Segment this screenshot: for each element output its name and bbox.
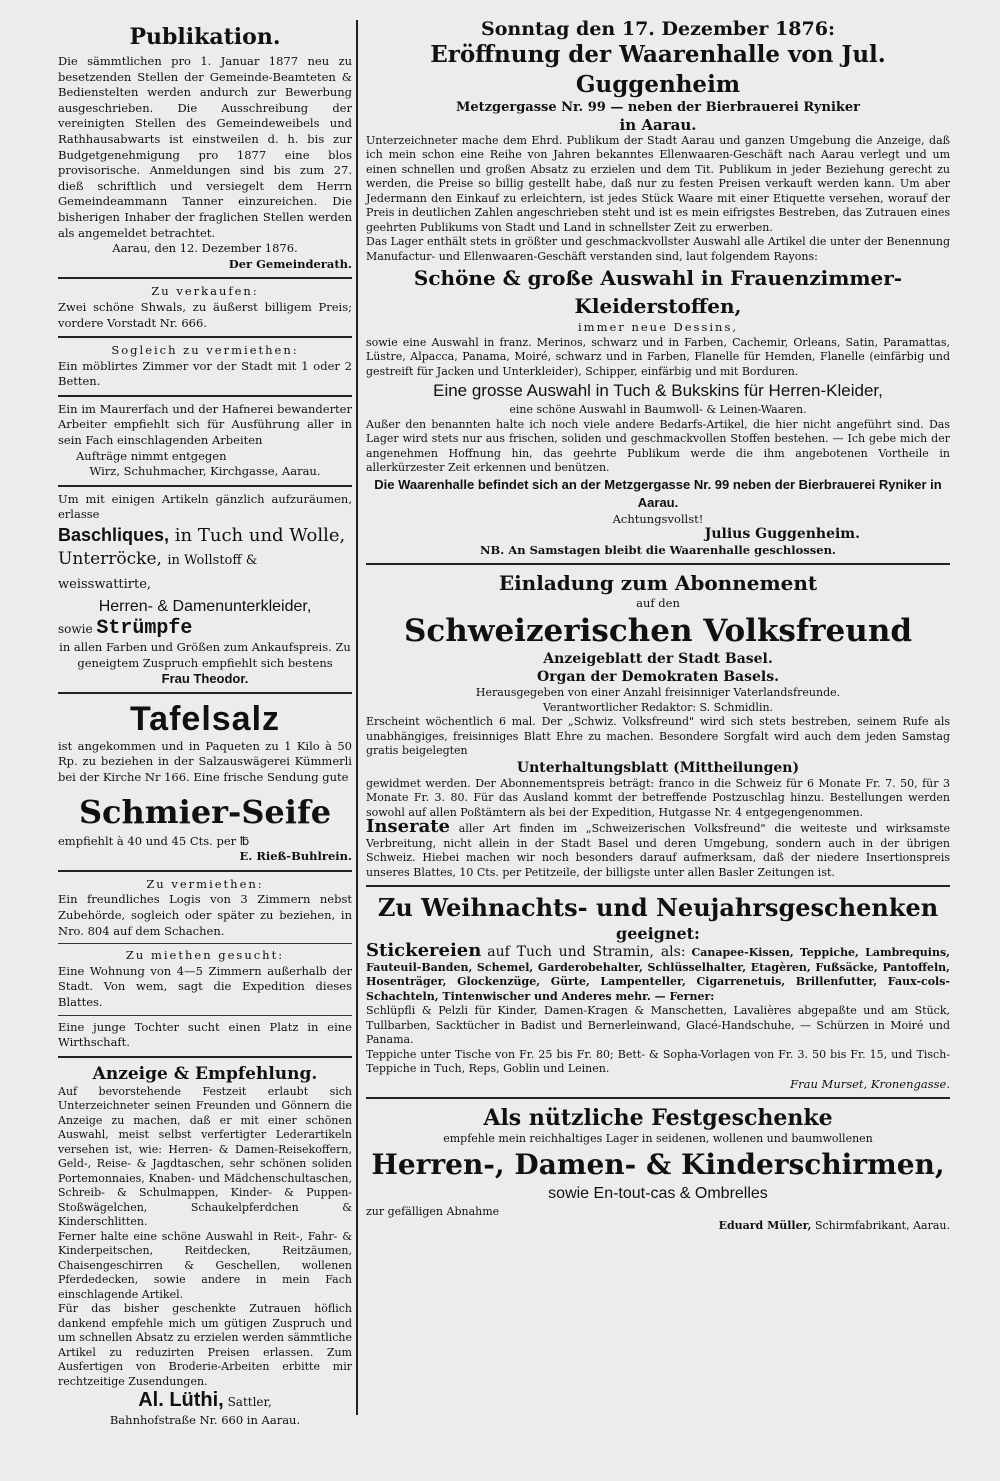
guggenheim-body2: Das Lager enthält stets in größter und geschmackvollster Auswahl alle Artikel die unter der Benennung Manufactur- und Ellenwaaren-Geschäft verstanden sind, laut folgendem Rayons: [366, 235, 950, 263]
volksfreund-publisher: Herausgegeben von einer Anzahl freisinniger Vaterlandsfreunde. [475, 686, 841, 700]
murset-body: Schlüpfli & Pelzli für Kinder, Damen-Kragen & Manschetten, Lavalières abgepaßte und am Stück, Tullbarben, Sacktücher in Badist und Bernerleinwand, Glacé-Handschuhe, — Schürzen in Moiré und Panama. [366, 1004, 950, 1047]
tochter-body: Eine junge Tochter sucht einen Platz in eine Wirthschaft. [58, 1019, 352, 1050]
right-column [366, 18, 950, 1234]
theodor-intro: Um mit einigen Artikeln gänzlich aufzuräumen, erlasse [58, 491, 352, 522]
guggenheim-nb: NB. An Samstagen bleibt die Waarenhalle geschlossen. [480, 542, 836, 557]
guggenheim-signature: Julius Guggenheim. [704, 526, 860, 543]
volksfreund-sub2: Organ der Demokraten Basels. [537, 669, 779, 686]
guggenheim-head2: Schöne & große Auswahl in Frauenzimmer-Kleiderstoffen, [413, 266, 903, 319]
arbeiter-line2: Aufträge nimmt entgegen [76, 448, 227, 463]
guggenheim-body: Unterzeichneter mache dem Ehrd. Publikum der Stadt Aarau und ganzen Umgebung die Anzeige, daß ich mein schon eine Reihe von Jahren bekanntes Ellenwaaren-Geschäft nach Aarau verlegt und um einen schnellen und großen Absatz zu erzielen und dem Tit. Publikum in jeder Beziehung gerecht zu werden, die Preise so billig gestellt habe, daß nur zu festen Preisen verkauft werden kann. Um aber Jedermann den Einkauf zu erleichtern, ist jedes Stück Waare mit einer Etiquette versehen, worauf der Preis in deutlichen Zahlen angeschrieben steht und ist es mein eifrigstes Bestreben, das Zutrauen eines geehrten Publikums von Stadt und Land in schnellster Zeit zu erwerben. [366, 133, 950, 234]
luethi-body3: Für das bisher geschenkte Zutrauen höflich dankend empfehle mich um gütigen Zuspruch und um schnellen Absatz zu erzielen werden sämmtliche Artikel zu reduzirten Preisen erlassen. Zum Ausfertigen von Broderie-Arbeiten erbitte mir rechtzeitige Zusendungen. [58, 1302, 352, 1388]
luethi-address: Bahnhofstraße Nr. 660 in Aarau. [109, 1413, 301, 1428]
tafelsalz-body: ist angekommen und in Paqueten zu 1 Kilo à 50 Rp. zu beziehen in der Salzauswägerei Kümmerli bei der Kirche Nr 166. Eine frische Sendung gute [58, 738, 352, 784]
gesucht-heading: Zu miethen gesucht: [125, 948, 285, 963]
publikation-title: Publikation. [129, 24, 281, 50]
volksfreund-inserate-block: Inserate aller Art finden im „Schweizerischen Volksfreund" die weiteste und wirksamste Verbreitung, nicht allein in der Stadt Basel und deren Umgebung, sondern auch in der übrigen Schweiz. Hiebei machen wir noch besonders darauf aufmerksam, daß der niedere Insertionspreis unseres Blattes, 10 Cts. per Petitzeile, der billigste unter allen Basler Zeitungen ist. [366, 816, 950, 879]
guggenheim-title: Eröffnung der Waarenhalle von Jul. Guggenheim [430, 41, 886, 98]
mueller-intro: empfehle mein reichhaltiges Lager in seidenen, wollenen und baumwollenen [443, 1132, 873, 1146]
theodor-signature: Frau Theodor. [161, 671, 249, 687]
theodor-line3: Herren- & Damenunterkleider, [98, 598, 312, 616]
murset-sub: geeignet: [616, 924, 700, 944]
murset-lead-block: Stickereien auf Tuch und Stramin, als: Canapee-Kissen, Teppiche, Lambrequins, Fauteuil-Banden, Schemel, Garderobehalter, Schlüsselhalter, Etagèren, Fußsäcke, Pantoffeln, Hosenträger, Glockenzüge, Gürte, Lampenteller, Cigarrenetuis, Brillenfutter, Faux-cols-Schachteln, Tintenwischer und Anderes mehr. — Ferner: [366, 940, 950, 1003]
luethi-heading: Anzeige & Empfehlung. [92, 1063, 318, 1084]
guggenheim-body4: eine schöne Auswahl in Baumwoll- & Leinen-Waaren. [509, 403, 807, 417]
volksfreund-invite: Einladung zum Abonnement [498, 571, 818, 596]
mueller-signature-line: Eduard Müller, Schirmfabrikant, Aarau. [718, 1219, 950, 1233]
theodor-line4: sowie Strümpfe [58, 617, 193, 641]
volksfreund-body2: gewidmet werden. Der Abonnementspreis beträgt: franco in die Schweiz für 6 Monate Fr. 7. 50, für 3 Monate Fr. 3. 80. Für das Ausland kommt der betreffende Postzuschlag hinzu. Bestellungen werden sowohl auf allen Poßtämtern als bei der Expedition, Hutgasse Nr. 4 entgegengenommen. [366, 776, 950, 819]
guggenheim-dessins: immer neue Dessins, [578, 320, 738, 335]
seife-title: Schmier-Seife [78, 792, 332, 831]
vermiethen1-body: Ein möblirtes Zimmer vor der Stadt mit 1 oder 2 Betten. [58, 358, 352, 389]
guggenheim-body3: sowie eine Auswahl in franz. Merinos, schwarz und in Farben, Cachemir, Orleans, Satin, Paramattas, Lüstre, Alpacca, Panama, Moiré, schwarz und in Farben, Flanelle für Hemden, Flanelle (einfärbig und gestreift für Jacken und Unterkleider), Schipper, einfärbig und mit Borduren. [366, 335, 950, 378]
volksfreund-body: Erscheint wöchentlich 6 mal. Der „Schwiz. Volksfreund" wird sich stets bestreben, seinem Rufe als unabhängiges, freisinniges Blatt Ehre zu machen. Besondere Sorgfalt wird auch dem jeden Samstag gratis beigelegten [366, 715, 950, 758]
guggenheim-body5: Außer den benannten halte ich noch viele andere Bedarfs-Artikel, die hier nicht angeführt sind. Das Lager wird stets nur aus frischen, soliden und geschmackvollen Stoffen bestehen. — Ich gebe mich der angenehmen Hoffnung hin, das geehrte Publikum werde die ihm angebotenen Vortheile in allerkürzester Zeit erkennen und benützen. [366, 417, 950, 475]
publikation-date: Aarau, den 12. Dezember 1876. [112, 241, 298, 256]
guggenheim-sub2: in Aarau. [619, 115, 697, 134]
volksfreund-auf: auf den [636, 596, 680, 611]
guggenheim-dateline: Sonntag den 17. Dezember 1876: [481, 18, 835, 40]
mueller-closing: zur gefälligen Abnahme [366, 1204, 500, 1218]
guggenheim-regards: Achtungsvollst! [612, 511, 704, 526]
tafelsalz-title: Tafelsalz [129, 699, 281, 738]
guggenheim-head3: Eine grosse Auswahl in Tuch & Bukskins für Herren-Kleider, [433, 381, 883, 401]
vermiethen1-heading: Sogleich zu vermiethen: [111, 343, 299, 358]
verkaufen-heading: Zu verkaufen: [151, 284, 259, 299]
theodor-line2: Unterröcke, in Wollstoff & weisswattirte, [58, 549, 258, 593]
luethi-body2: Ferner halte eine schöne Auswahl in Reit-, Fahr- & Kinderpeitschen, Reitdecken, Reitzäumen, Chaisengeschirren & Geschellen, wollenen Pferdedecken, sowie andere in mein Fach einschlagende Artikel. [58, 1229, 352, 1301]
seife-body: empfiehlt à 40 und 45 Cts. per ℔ [58, 833, 250, 848]
guggenheim-bold: Die Waarenhalle befindet sich an der Metzgergasse Nr. 99 neben der Bierbrauerei Ryniker in Aarau. [374, 476, 942, 510]
theodor-body: in allen Farben und Größen zum Ankaufspreis. Zu geneigtem Zuspruch empfiehlt sich bestens [59, 640, 351, 670]
gesucht-body: Eine Wohnung von 4—5 Zimmern außerhalb der Stadt. Von wem, sagt die Expedition dieses Blattes. [58, 963, 352, 1009]
luethi-signature: Al. Lüthi, Sattler, [138, 1389, 272, 1412]
mueller-title: Als nützliche Festgeschenke [483, 1105, 833, 1132]
publikation-signature: Der Gemeinderath. [228, 256, 352, 271]
murset-body2: Teppiche unter Tische von Fr. 25 bis Fr. 80; Bett- & Sopha-Vorlagen von Fr. 3. 50 bis Fr. 15, und Tisch-Teppiche in Tuch, Reps, Goblin und Leinen. [366, 1047, 950, 1076]
murset-title: Zu Weihnachts- und Neujahrsgeschenken [377, 893, 939, 923]
volksfreund-title: Schweizerischen Volksfreund [403, 613, 913, 650]
column-divider [356, 20, 358, 1415]
publikation-body: Die sämmtlichen pro 1. Januar 1877 neu zu besetzenden Stellen der Gemeinde-Beamteten & Bedienstelten werden andurch zur Bewerbung ausgeschrieben. Die Ausschreibung der vereinigten Stellen des Gemeindeweibels und Rathhausabwarts ist einstweilen d. h. bis zur Budgetgenehmigung pro 1877 eine blos provisorische. Anmeldungen sind bis zum 27. dieß schriftlich und versiegelt dem Herrn Gemeindeammann Tanner einzureichen. Die bisherigen Inhaber der fraglichen Stellen werden als angemeldet betrachtet. [58, 54, 352, 240]
volksfreund-sub1: Anzeigeblatt der Stadt Basel. [543, 651, 773, 668]
volksfreund-bold: Unterhaltungsblatt (Mittheilungen) [516, 759, 800, 776]
mueller-sub: sowie En-tout-cas & Ombrelles [548, 1184, 768, 1202]
arbeiter-body: Ein im Maurerfach und der Hafnerei bewanderter Arbeiter empfiehlt sich für Ausführung aller in sein Fach einschlagenden Arbeiten [58, 401, 352, 448]
volksfreund-editor: Verantwortlicher Redaktor: S. Schmidlin. [542, 700, 774, 714]
murset-signature-line: Frau Murset, Kronengasse. [790, 1076, 950, 1091]
left-column [58, 18, 352, 1429]
theodor-line1: Baschliques, in Tuch und Wolle, [58, 525, 346, 547]
luethi-body: Auf bevorstehende Festzeit erlaubt sich Unterzeichneter seinen Freunden und Gönnern die Anzeige zu machen, daß er mit einer schönen Auswahl, meist selbst verfertigter Lederartikeln versehen ist, wie: Herren- & Damen-Reisekoffern, Geld-, Reise- & Jagdtaschen, sehr schönen soliden Portemonnaies, Knaben- und Mädchenschultaschen, Schreib- & Schulmappen, Kinder- & Puppen-Stoßwägelchen, Schaukelpferdchen & Kinderschlitten. [58, 1084, 352, 1229]
seife-signature: E. Rieß-Buhlrein. [239, 849, 352, 864]
vermiethen2-heading: Zu vermiethen: [146, 876, 264, 891]
vermiethen2-body: Ein freundliches Logis von 3 Zimmern nebst Zubehörde, sogleich oder später zu beziehen, in Nro. 804 auf dem Schachen. [58, 892, 352, 938]
verkaufen-body: Zwei schöne Shwals, zu äußerst billigem Preis; vordere Vorstadt Nr. 666. [58, 299, 352, 330]
arbeiter-signature: Wirz, Schuhmacher, Kirchgasse, Aarau. [89, 464, 321, 479]
mueller-big: Herren-, Damen- & Kinderschirmen, [371, 1147, 945, 1181]
guggenheim-sub1: Metzgergasse Nr. 99 — neben der Bierbrauerei Ryniker [455, 100, 861, 115]
